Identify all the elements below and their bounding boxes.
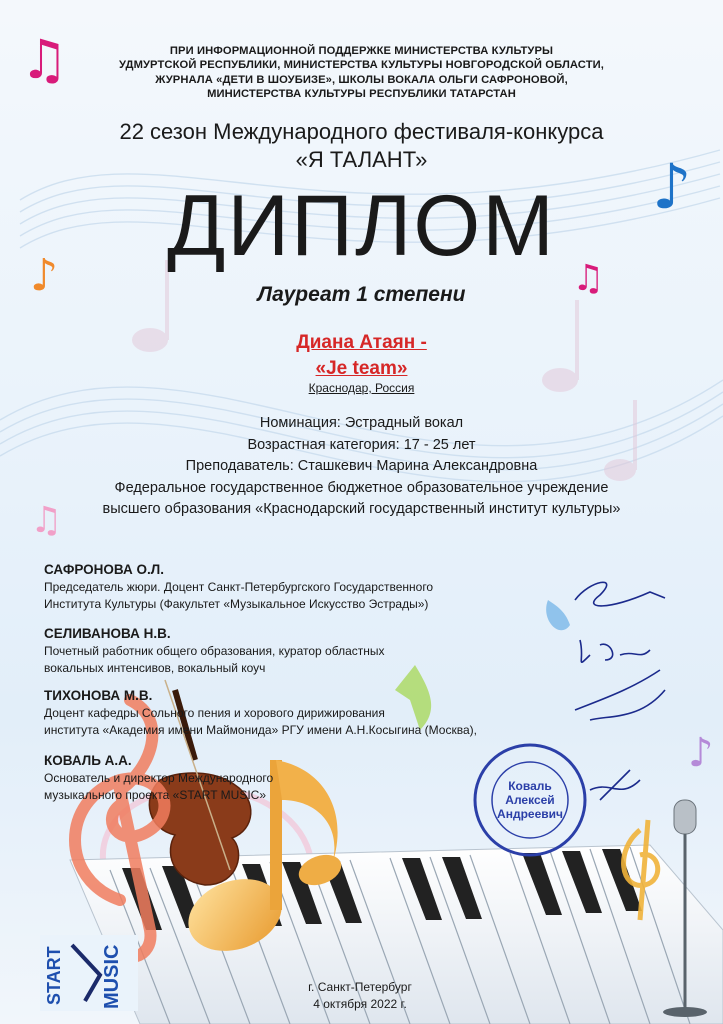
award-details [40,413,683,521]
stamp-text: Алексей [505,793,555,807]
diploma-title: ДИПЛОМ [167,178,556,274]
music-note-icon: ♫ [20,28,69,91]
participant-name: Диана Атаян - «Je team» [296,332,427,379]
teacher: Преподаватель: Сташкевич Марина Александровна [185,458,538,474]
signatures [575,582,665,800]
logo-text: START [44,946,64,1005]
music-note-icon: ♪ [652,150,692,223]
nomination: Номинация: Эстрадный вокал [259,415,464,431]
age-category: Возрастная категория: 17 - 25 лет [247,436,476,453]
music-note-icon: ♫ [30,500,63,541]
institution: Федеральное государственное бюджетное образовательное учреждение [114,479,609,496]
issue-place-date [270,979,450,1013]
institution: высшего образования «Краснодарский государственный институт культуры» [102,501,621,517]
stamp-text: Коваль [508,779,552,793]
issue-city: г. Санкт-Петербург [308,980,412,994]
jury-member: КОВАЛЬ А.А. Основатель и директор Международного музыкального проекта «START MUSIC» [44,753,274,802]
music-note-icon: ♪ [30,250,59,301]
issue-date: 4 октября 2022 г. [313,997,407,1011]
jury-member: СЕЛИВАНОВА Н.В. Почетный работник общего образования, куратор областных вокальных интенсивов, вокальный коуч [44,626,385,675]
festival-name: 22 сезон Международного фестиваля-конкурса «Я ТАЛАНТ» [119,119,604,172]
stamp-text: Андреевич [497,807,563,821]
jury-member: САФРОНОВА О.Л. Председатель жюри. Доцент Санкт-Петербургского Государственного Института Культуры (Факультет «Музыкальное Искусство Эстрады») [44,562,434,611]
jury-member: ТИХОНОВА М.В. Доцент кафедры Сольного пения и хорового дирижирования института «Академия имени Маймонида» РГУ имени А.Н.Косыгина (Москва), [44,688,477,737]
music-note-icon: ♫ [572,258,605,299]
official-stamp [472,742,588,858]
logo-text: MUSIC [101,944,123,1009]
award-level: Лауреат 1 степени [257,283,466,306]
supporting-organizations: ПРИ ИНФОРМАЦИОННОЙ ПОДДЕРЖКЕ МИНИСТЕРСТВА КУЛЬТУРЫ УДМУРТСКОЙ РЕСПУБЛИКИ, МИНИСТЕРСТВА КУЛЬТУРЫ НОВГОРОДСКОЙ ОБЛАСТИ, ЖУРНАЛА «ДЕТИ В ШОУБИЗЕ», ШКОЛЫ ВОКАЛА ОЛЬГИ САФРОНОВОЙ, МИНИСТЕРСТВА КУЛЬТУРЫ РЕСПУБЛИКИ ТАТАРСТАН [119,45,604,101]
start-music-logo [40,935,138,1011]
music-note-icon: ♪ [688,730,714,776]
participant-city: Краснодар, Россия [308,381,415,395]
